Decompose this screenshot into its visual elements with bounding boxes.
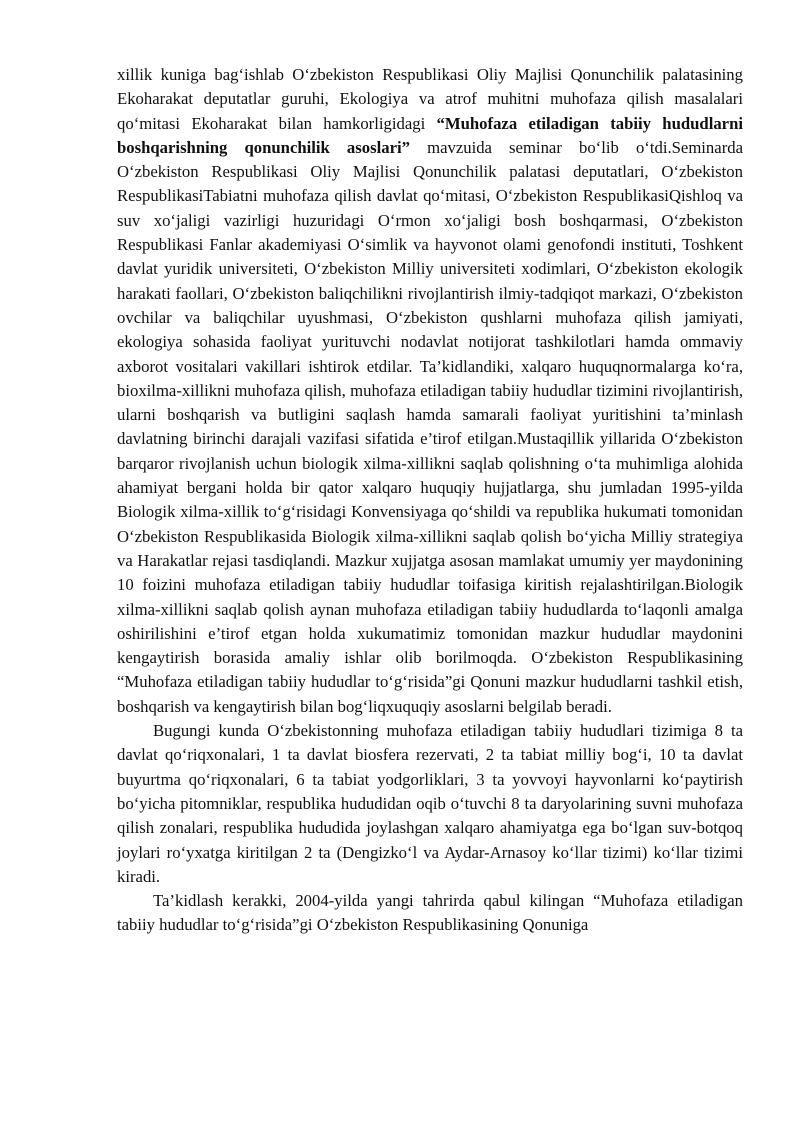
paragraph-seminar (117, 63, 743, 719)
document-page (117, 63, 743, 938)
paragraph-protected-areas-system: Bugungi kunda O‘zbekistonning muhofaza etiladigan tabiiy hududlari tizimiga 8 ta davlat qo‘riqxonalari, 1 ta davlat biosfera rezervati, 2 ta tabiat milliy bog‘i, 10 ta davlat buyurtma qo‘riqxonalari, 6 ta tabiat yodgorliklari, 3 ta yovvoyi hayvonlarni ko‘paytirish bo‘yicha pitomniklar, respublika hududidan oqib o‘tuvchi 8 ta daryolarining suvni muhofaza qilish zonalari, respublika hududida joylashgan xalqaro ahamiyatga ega bo‘lgan suv-botqoq joylari ro‘yxatga kiritilgan 2 ta (Dengizko‘l va Aydar-Arnasoy ko‘llar tizimi) ko‘llar tizimi kiradi. (117, 721, 743, 886)
paragraph-law-2004: Ta’kidlash kerakki, 2004-yilda yangi tahrirda qabul kilingan “Muhofaza etiladigan tabiiy hududlar to‘g‘risida”gi O‘zbekiston Respublikasining Qonuniga (117, 891, 743, 935)
paragraph-seminar-text-start: xillik kuniga bag‘ishlab O‘zbekiston Respublikasi Oliy Majlisi Qonunchilik palatasining Ekoharakat deputatlar guruhi, Ekologiya va atrof muhitni muhofaza qilish masalalari qo‘mitasi Ekoharakat bilan hamkorligidagi (117, 65, 743, 133)
seminar-topic-title: “Muhofaza etiladigan tabiiy hududlarni boshqarishning qonunchilik asoslari” (117, 113, 744, 157)
paragraph-seminar-text-end: mavzuida seminar bo‘lib o‘tdi.Seminarda O‘zbekiston Respublikasi Oliy Majlisi Qonunchilik palatasi deputatlari, O‘zbekiston RespublikasiTabiatni muhofaza qilish davlat qo‘mitasi, O‘zbekiston RespublikasiQishloq va suv xo‘jaligi vazirligi huzuridagi O‘rmon xo‘jaligi bosh boshqarmasi, O‘zbekiston Respublikasi Fanlar akademiyasi O‘simlik va hayvonot olami genofondi instituti, Toshkent davlat yuridik universiteti, O‘zbekiston Milliy universiteti xodimlari, O‘zbekiston ekologik harakati faollari, O‘zbekiston baliqchilikni rivojlantirish ilmiy-tadqiqot markazi, O‘zbekiston ovchilar va baliqchilar uyushmasi, O‘zbekiston qushlarni muhofaza qilish jamiyati, ekologiya sohasida faoliyat yurituvchi nodavlat notijorat tashkilotlari hamda ommaviy axborot vositalari vakillari ishtirok etdilar. Ta’kidlandiki, xalqaro huquqnormalarga ko‘ra, bioxilma-xillikni muhofaza qilish, muhofaza etiladigan tabiiy hududlar tizimini rivojlantirish, ularni boshqarish va butligini saqlash hamda samarali faoliyat yuritishini ta’minlash davlatning birinchi darajali vazifasi sifatida e’tirof etilgan.Mustaqillik yillarida O‘zbekiston barqaror rivojlanish uchun biologik xilma-xillikni saqlab qolishning o‘ta muhimliga alohida ahamiyat bergani holda bir qator xalqaro huquqiy hujjatlarga, shu jumladan 1995-yilda Biologik xilma-xillik to‘g‘risidagi Konvensiyaga qo‘shildi va republika hukumati tomonidan O‘zbekiston Respublikasida Biologik xilma-xillikni saqlab qolish bo‘yicha Milliy strategiya va Harakatlar rejasi tasdiqlandi. Mazkur xujjatga asosan mamlakat umumiy yer maydonining 10 foizini muhofaza etiladigan tabiiy hududlar toifasiga kiritish rejalashtirilgan.Biologik xilma-xillikni saqlab qolish aynan muhofaza etiladigan tabiiy hududlarda to‘laqonli amalga oshirilishini e’tirof etgan holda xukumatimiz tomonidan mazkur hududlar maydonini kengaytirish borasida amaliy ishlar olib borilmoqda. O‘zbekiston Respublikasining “Muhofaza etiladigan tabiiy hududlar to‘g‘risida”gi Qonuni mazkur hududlarni tashkil etish, boshqarish va kengaytirish bilan bog‘liqxuquqiy asoslarni belgilab beradi. (117, 137, 743, 716)
